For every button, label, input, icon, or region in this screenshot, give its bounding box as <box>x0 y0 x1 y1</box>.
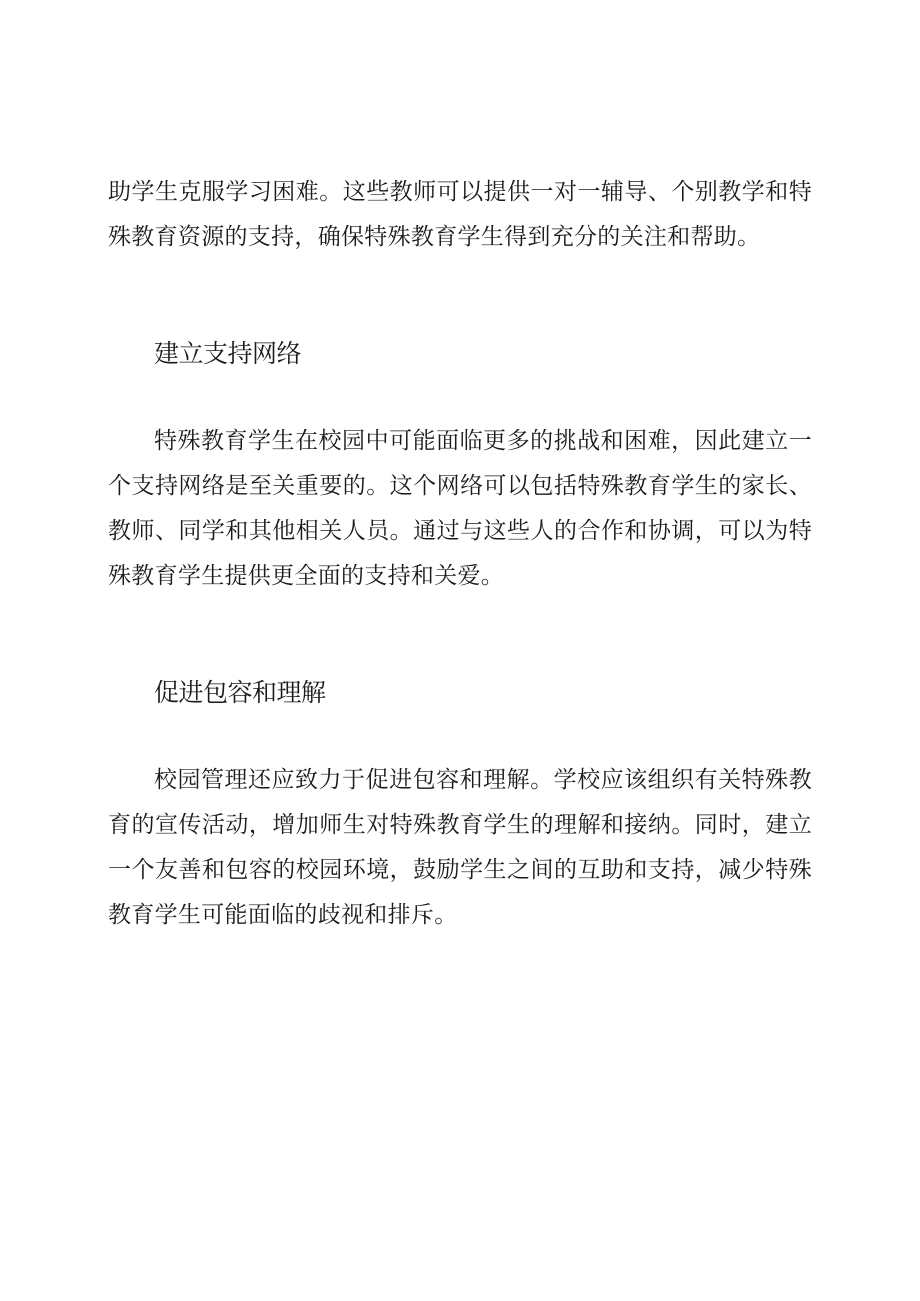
section-heading-inclusion: 促进包容和理解 <box>154 678 326 707</box>
section-paragraph-support-network: 特殊教育学生在校园中可能面临更多的挑战和困难，因此建立一个支持网络是至关重要的。这个网络可以包括特殊教育学生的家长、教师、同学和其他相关人员。通过与这些人的合作和协调，可以为特殊教育学生提供更全面的支持和关爱。 <box>108 428 812 589</box>
document-body <box>108 170 812 938</box>
intro-paragraph: 助学生克服学习困难。这些教师可以提供一对一辅导、个别教学和特殊教育资源的支持，确保特殊教育学生得到充分的关注和帮助。 <box>108 179 812 250</box>
section-heading-support-network: 建立支持网络 <box>154 339 302 368</box>
section-paragraph-inclusion: 校园管理还应致力于促进包容和理解。学校应该组织有关特殊教育的宣传活动，增加师生对特殊教育学生的理解和接纳。同时，建立一个友善和包容的校园环境，鼓励学生之间的互助和支持，减少特殊教育学生可能面临的歧视和排斥。 <box>108 767 812 928</box>
